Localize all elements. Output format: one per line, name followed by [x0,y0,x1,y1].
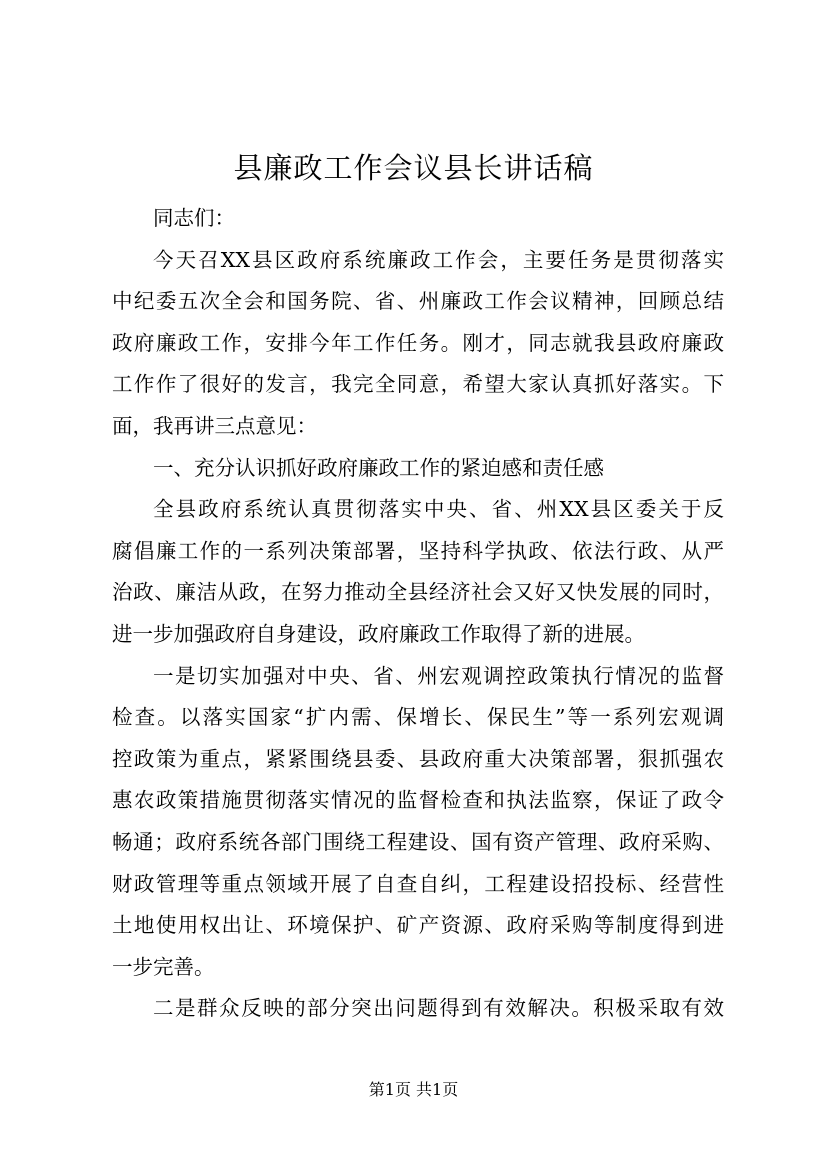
document-title: 县廉政工作会议县长讲话稿 [233,151,594,185]
body-line: 土地使用权出让、环境保护、矿产资源、政府采购等制度得到进 [112,913,724,938]
document-body [112,198,724,1030]
body-line: 全县政府系统认真贯彻落实中央、省、州XX县区委关于反 [153,497,724,522]
body-line: 工作作了很好的发言，我完全同意，希望大家认真抓好落实。下 [112,372,724,397]
body-line: 控政策为重点，紧紧围绕县委、县政府重大决策部署，狠抓强农 [112,746,724,771]
body-line: 财政管理等重点领域开展了自查自纠，工程建设招投标、经营性 [112,871,724,896]
body-line: 政府廉政工作，安排今年工作任务。刚才，同志就我县政府廉政 [112,330,724,355]
body-line: 检查。以落实国家“扩内需、保增长、保民生”等一系列宏观调 [112,705,724,730]
body-line: 进一步加强政府自身建设，政府廉政工作取得了新的进展。 [112,621,645,646]
body-line: 治政、廉洁从政，在努力推动全县经济社会又好又快发展的同时， [112,580,724,605]
body-line: 一步完善。 [112,954,215,979]
body-line: 一是切实加强对中央、省、州宏观调控政策执行情况的监督 [153,663,724,688]
body-line: 惠农政策措施贯彻落实情况的监督检查和执法监察，保证了政令 [112,788,724,813]
body-line: 一、充分认识抓好政府廉政工作的紧迫感和责任感 [153,455,604,480]
body-line: 今天召XX县区政府系统廉政工作会，主要任务是贯彻落实 [153,247,724,272]
body-line: 畅通；政府系统各部门围绕工程建设、国有资产管理、政府采购、 [112,829,724,854]
body-line: 同志们： [153,206,235,230]
body-line: 腐倡廉工作的一系列决策部署，坚持科学执政、依法行政、从严 [112,538,724,563]
page-footer: 第1页 共1页 [368,1080,459,1099]
body-line: 中纪委五次全会和国务院、省、州廉政工作会议精神，回顾总结 [112,289,724,314]
body-line: 面，我再讲三点意见： [112,413,317,438]
body-line: 二是群众反映的部分突出问题得到有效解决。积极采取有效 [153,996,724,1021]
